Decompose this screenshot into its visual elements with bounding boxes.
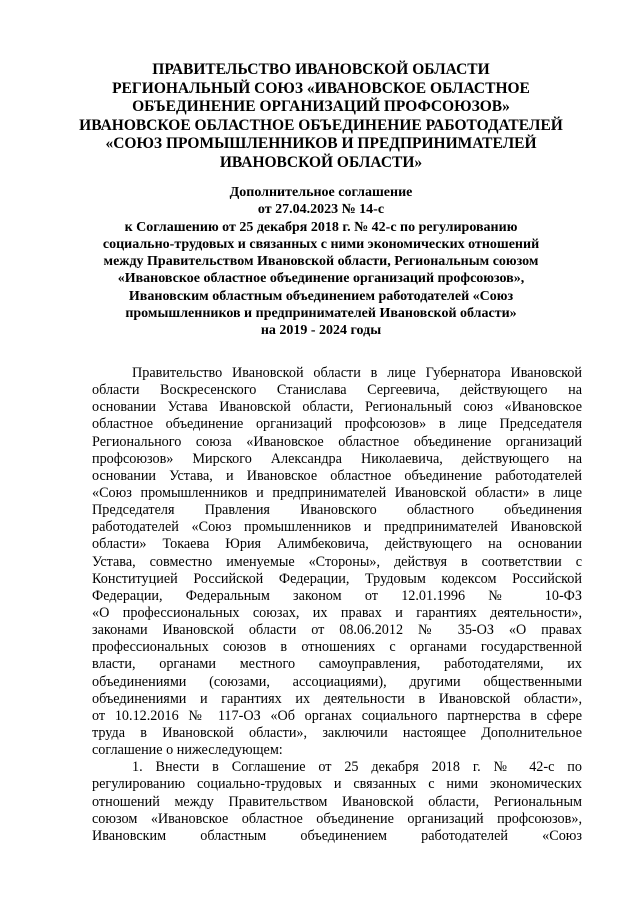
paragraph-line: профессиональных союзов в отношениях с органами государственной (92, 639, 582, 656)
agreement-title-line: «Ивановское областное объединение организаций профсоюзов», (117, 271, 525, 287)
paragraph-line: «О профессиональных союзах, их правах и гарантиях деятельности», (92, 604, 582, 621)
paragraph-line: объединениями (союзами, ассоциациями), другими общественными (92, 673, 582, 690)
agreement-title-line: Дополнительное соглашение (229, 185, 413, 200)
paragraph-line: «Союз промышленников и предпринимателей Ивановской области» в лице (92, 484, 582, 501)
paragraph-line: Правительство Ивановской области в лице Губернатора Ивановской (132, 365, 582, 381)
paragraph-line: областное объединение организаций профсоюзов» в лице Председателя (92, 416, 582, 433)
list-item-line: регулированию социально-трудовых и связанных с ними экономических (92, 776, 582, 793)
paragraph-line: Конституцией Российской Федерации, Трудовым кодексом Российской (92, 570, 582, 587)
paragraph-line: Устава, совместно именуемые «Стороны», действуя в соответствии с (92, 553, 582, 570)
paragraph-line: работодателей «Союз промышленников и предпринимателей Ивановской (92, 519, 582, 536)
paragraph-line: Председателя Правления Ивановского областного объединения (92, 502, 582, 519)
paragraph-line: области» Токаева Юрия Алимбековича, действующего на основании (92, 536, 582, 553)
paragraph-line: от 10.12.2016 № 117-ОЗ «Об органах социального партнерства в сфере (92, 707, 582, 724)
header-line: ИВАНОВСКОЕ ОБЛАСТНОЕ ОБЪЕДИНЕНИЕ РАБОТОДАТЕЛЕЙ (79, 116, 563, 134)
document-header (60, 61, 582, 172)
paragraph-line: Федерации, Федеральным законом от 12.01.1996 № 10-ФЗ (92, 587, 582, 604)
paragraph-line: власти, органами местного самоуправления, работодателями, их (92, 656, 582, 673)
paragraph-line: области Воскресенского Станислава Сергеевича, действующего на (92, 382, 582, 399)
paragraph-line: основании Устава Ивановской области, Региональный союз «Ивановское (92, 399, 582, 416)
paragraph-line: объединениями и гарантиях их деятельности в Ивановской области», (92, 690, 582, 707)
agreement-title (60, 184, 582, 340)
body-text (92, 365, 582, 845)
paragraph-line: профсоюзов» Мирского Александра Николаевича, действующего на (92, 450, 582, 467)
paragraph-line: Регионального союза «Ивановское областное объединение организаций (92, 433, 582, 450)
agreement-title-line: социально-трудовых и связанных с ними экономических отношений (102, 236, 540, 252)
agreement-date-number: от 27.04.2023 № 14-с (257, 202, 385, 218)
list-item-line: отношений между Правительством Ивановской области, Региональным (92, 793, 582, 810)
list-item-line: союзом «Ивановское областное объединение организаций профсоюзов», (92, 810, 582, 827)
agreement-title-line: промышленников и предпринимателей Ивановской области» (125, 306, 517, 322)
paragraph-line: основании Устава, и Ивановское областное объединение работодателей (92, 467, 582, 484)
paragraph-line: соглашение о нижеследующем: (92, 742, 283, 759)
agreement-title-line: Ивановским областным объединением работодателей «Союз (128, 288, 514, 304)
header-line: РЕГИОНАЛЬНЫЙ СОЮЗ «ИВАНОВСКОЕ ОБЛАСТНОЕ (112, 79, 530, 97)
list-item-line: 1. Внести в Соглашение от 25 декабря 2018 г. № 42-с по (132, 759, 582, 776)
header-line: ИВАНОВСКОЙ ОБЛАСТИ» (219, 153, 423, 171)
header-line: ОБЪЕДИНЕНИЕ ОРГАНИЗАЦИЙ ПРОФСОЮЗОВ» (132, 98, 510, 115)
header-line: ПРАВИТЕЛЬСТВО ИВАНОВСКОЙ ОБЛАСТИ (152, 61, 490, 78)
header-line: «СОЮЗ ПРОМЫШЛЕННИКОВ И ПРЕДПРИНИМАТЕЛЕЙ (105, 135, 537, 152)
agreement-title-line: к Соглашению от 25 декабря 2018 г. № 42-с по регулированию (124, 219, 518, 235)
agreement-years: на 2019 - 2024 годы (260, 323, 382, 339)
paragraph-line: труда в Ивановской области», заключили настоящее Дополнительное (92, 724, 582, 741)
agreement-title-line: между Правительством Ивановской области, Региональным союзом (103, 254, 539, 270)
paragraph-line: законами Ивановской области от 08.06.2012 № 35-ОЗ «О правах (92, 622, 582, 639)
list-item-line: Ивановским областным объединением работодателей «Союз (92, 827, 582, 844)
